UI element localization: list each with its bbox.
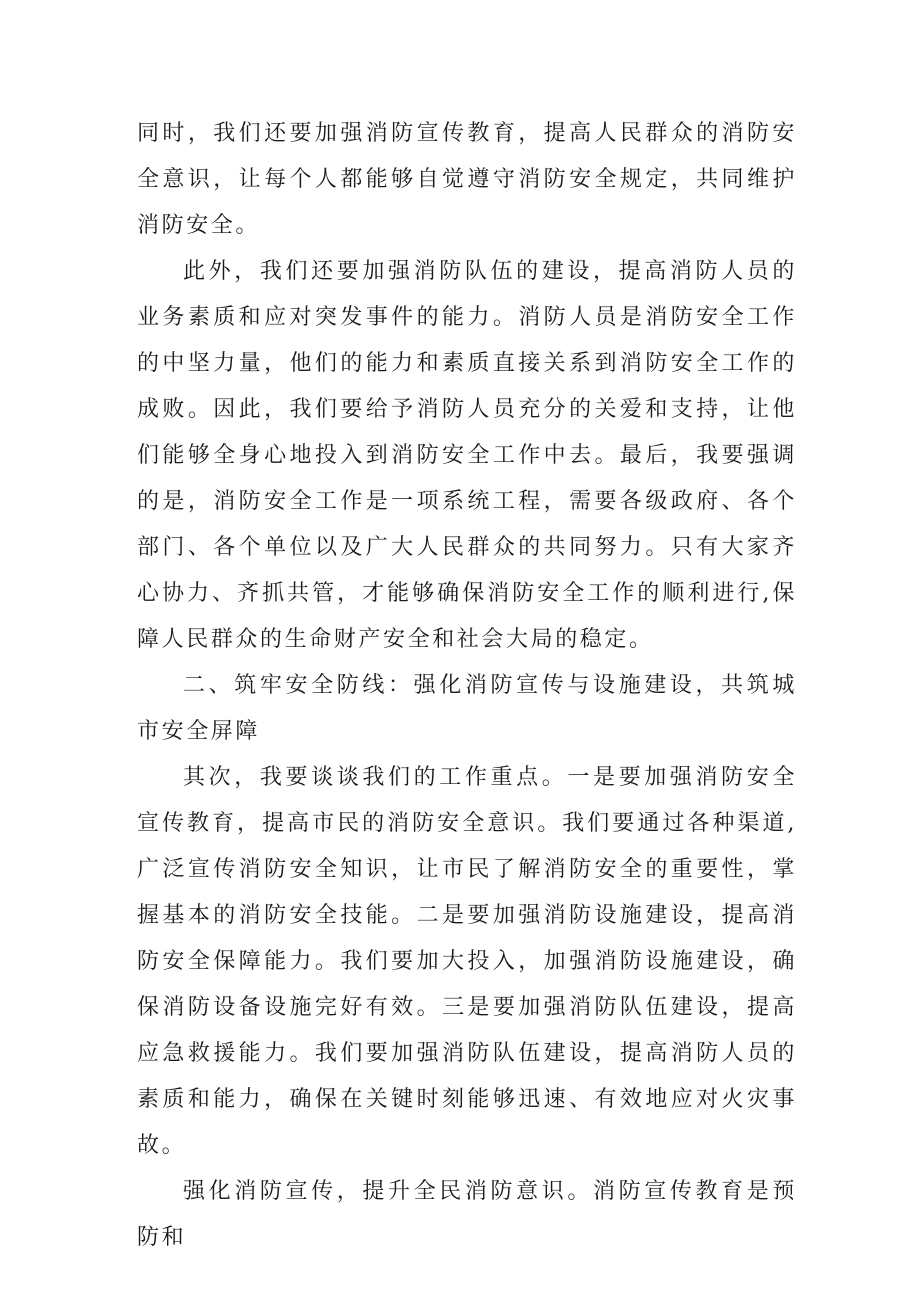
paragraph-2: 此外，我们还要加强消防队伍的建设，提高消防人员的业务素质和应对突发事件的能力。消防人员是消防安全工作的中坚力量，他们的能力和素质直接关系到消防安全工作的成败。因此，我们要给予消防人员充分的关爱和支持，让他们能够全身心地投入到消防安全工作中去。最后，我要强调的是，消防安全工作是一项系统工程，需要各级政府、各个部门、各个单位以及广大人民群众的共同努力。只有大家齐心协力、齐抓共管，才能够确保消防安全工作的顺利进行,保障人民群众的生命财产安全和社会大局的稳定。 <box>137 259 797 652</box>
section-heading: 二、筑牢安全防线：强化消防宣传与设施建设，共筑城市安全屏障 <box>137 673 797 744</box>
paragraph-1: 同时，我们还要加强消防宣传教育，提高人民群众的消防安全意识，让每个人都能够自觉遵守消防安全规定，共同维护消防安全。 <box>137 121 797 238</box>
paragraph-3: 其次，我要谈谈我们的工作重点。一是要加强消防安全宣传教育，提高市民的消防安全意识。我们要通过各种渠道,广泛宣传消防安全知识，让市民了解消防安全的重要性，掌握基本的消防安全技能。二是要加强消防设施建设，提高消防安全保障能力。我们要加大投入，加强消防设施建设，确保消防设备设施完好有效。三是要加强消防队伍建设，提高应急救援能力。我们要加强消防队伍建设，提高消防人员的素质和能力，确保在关键时刻能够迅速、有效地应对火灾事故。 <box>137 765 797 1158</box>
paragraph-4: 强化消防宣传，提升全民消防意识。消防宣传教育是预防和 <box>137 1179 797 1250</box>
document-body <box>137 111 797 1261</box>
